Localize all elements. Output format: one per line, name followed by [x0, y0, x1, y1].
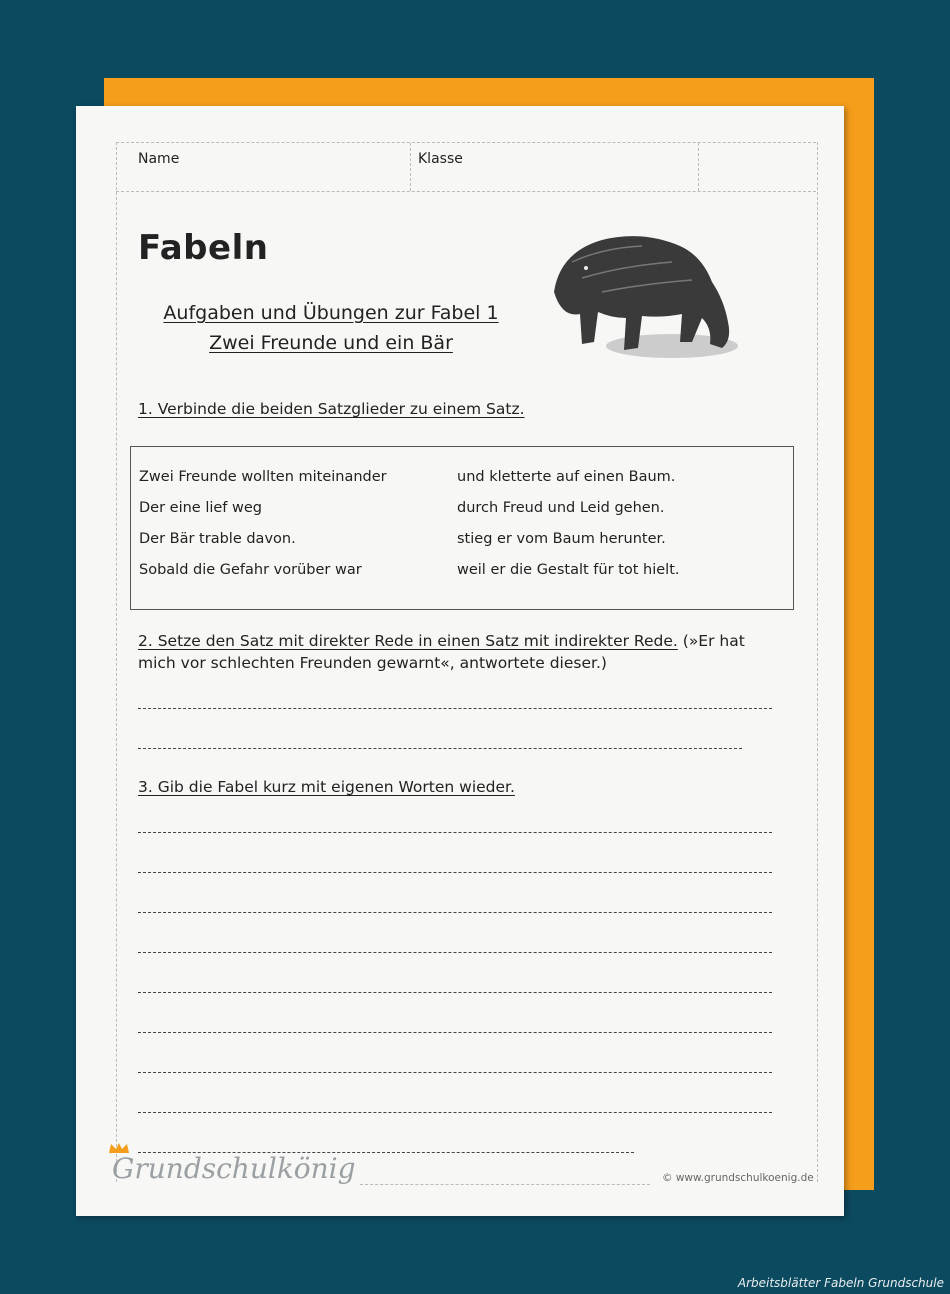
- left-phrase: Sobald die Gefahr vorüber war: [139, 562, 362, 578]
- task-2-quote-end: mich vor schlechten Freunden gewarnt«, antwortete dieser.): [138, 654, 607, 672]
- task-1-text: 1. Verbinde die beiden Satzglieder zu einem Satz.: [138, 400, 525, 418]
- writing-line[interactable]: [138, 1112, 772, 1113]
- writing-line[interactable]: [138, 992, 772, 993]
- header-fields: [116, 142, 816, 192]
- writing-line[interactable]: [138, 832, 772, 833]
- task-2-quote-start: (»Er hat: [682, 632, 745, 650]
- brand-logo: Grundschulkönig: [112, 1152, 356, 1185]
- bear-illustration: [542, 222, 742, 366]
- writing-line[interactable]: [138, 708, 772, 709]
- writing-line[interactable]: [138, 1072, 772, 1073]
- right-phrase: stieg er vom Baum herunter.: [457, 531, 666, 547]
- task-2-text: 2. Setze den Satz mit direkter Rede in einen Satz mit indirekter Rede.: [138, 632, 678, 650]
- right-phrase: durch Freud und Leid gehen.: [457, 500, 665, 516]
- task-3-text: 3. Gib die Fabel kurz mit eigenen Worten wieder.: [138, 778, 515, 796]
- header-divider: [410, 143, 411, 191]
- right-phrase: und kletterte auf einen Baum.: [457, 469, 676, 485]
- page-title: Fabeln: [138, 228, 269, 268]
- writing-line[interactable]: [138, 952, 772, 953]
- header-divider: [698, 143, 699, 191]
- task-3-heading: [138, 776, 515, 798]
- left-phrase: Zwei Freunde wollten miteinander: [139, 469, 387, 485]
- subtitle: [76, 298, 586, 358]
- image-caption: Arbeitsblätter Fabeln Grundschule: [737, 1276, 944, 1290]
- writing-line[interactable]: [138, 1032, 772, 1033]
- worksheet: [76, 106, 844, 1216]
- writing-line[interactable]: [138, 912, 772, 913]
- writing-line[interactable]: [138, 872, 772, 873]
- matching-box: [130, 446, 794, 610]
- right-phrase: weil er die Gestalt für tot hielt.: [457, 562, 680, 578]
- task-1-heading: [138, 398, 525, 420]
- footer-divider: [360, 1184, 650, 1185]
- left-phrase: Der eine lief weg: [139, 500, 263, 516]
- subtitle-line-1: Aufgaben und Übungen zur Fabel 1: [163, 302, 499, 324]
- name-label: Name: [138, 151, 180, 167]
- writing-line[interactable]: [138, 748, 742, 749]
- class-label: Klasse: [418, 151, 463, 167]
- left-phrase: Der Bär trable davon.: [139, 531, 296, 547]
- task-2-heading: [138, 630, 778, 674]
- copyright-text: © www.grundschulkoenig.de: [662, 1172, 814, 1184]
- subtitle-line-2: Zwei Freunde und ein Bär: [209, 332, 453, 354]
